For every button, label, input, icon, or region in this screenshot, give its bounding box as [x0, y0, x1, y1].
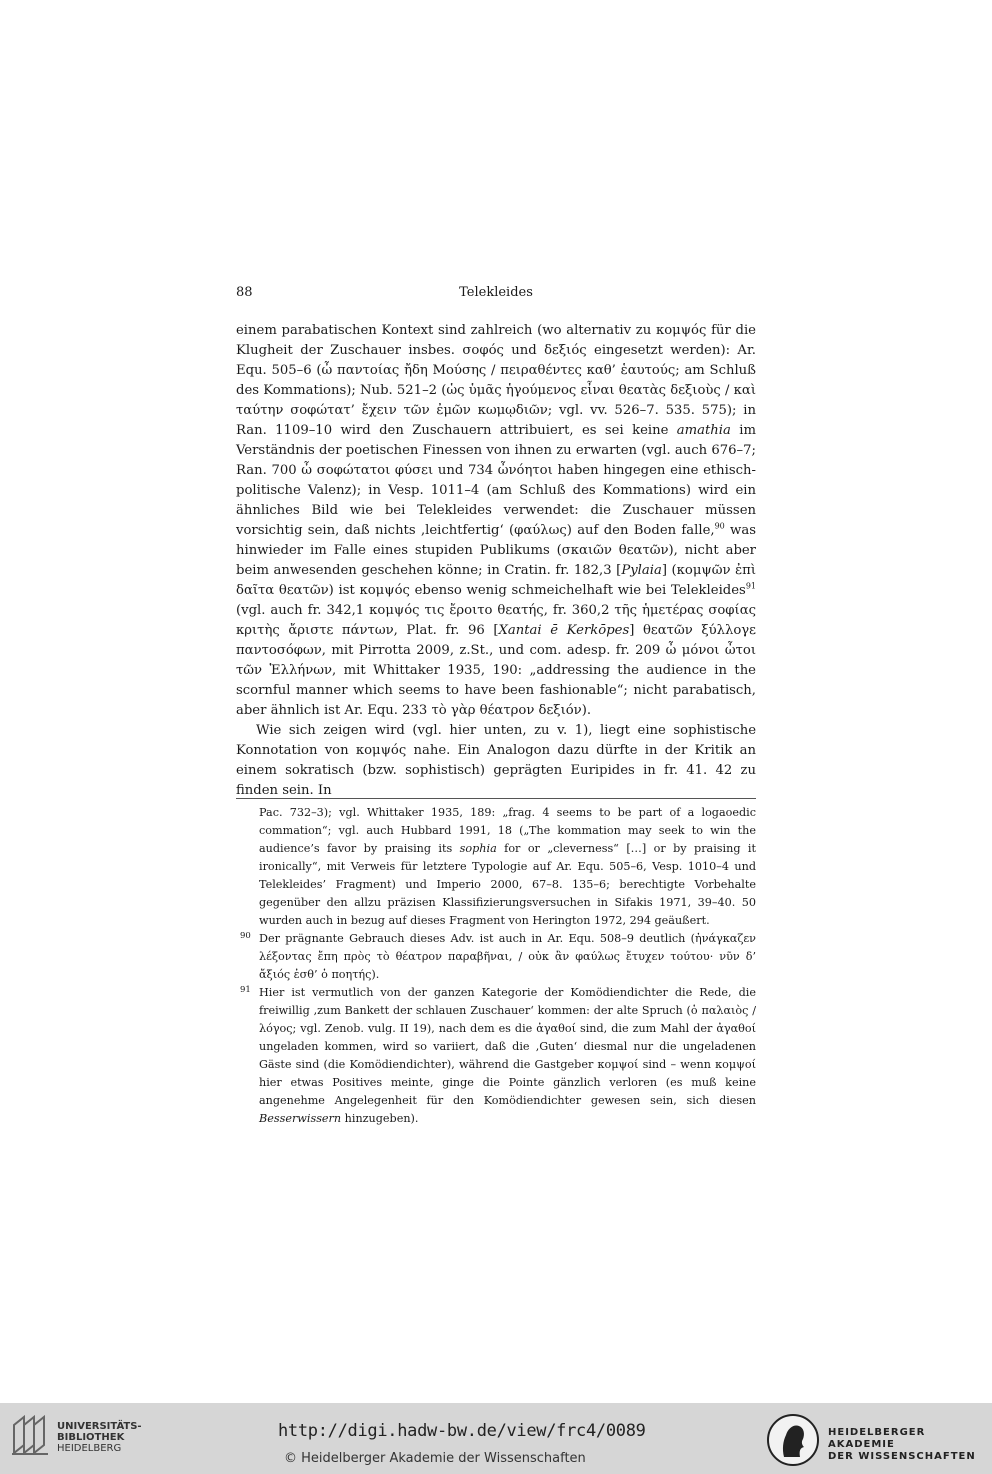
- page-header: [236, 284, 756, 302]
- text-run: einem parabatischen Kontext sind zahlreich (wo alternativ zu κομψός für die Klugheit der Zuschauer insbes. σοφός und δεξιός eingesetzt werden): Ar. Equ. 505–6 (ὦ παντοίας ἤδη Μούσης / πειραθέντες καθ’ ἑαυτούς; am Schluß des Kommations); Nub. 521–2 (ὡς ὑμᾶς ἡγούμενος εἶναι θεατὰς δεξιοὺς / καὶ ταύτην σοφώτατ’ ἔχειν τῶν ἐμῶν κωμῳδιῶν; vgl. vv. 526–7. 535. 575); in Ran. 1109–10 wird den Zuschauern attribuiert, es sei keine: [236, 323, 756, 438]
- text-run: Der prägnante Gebrauch dieses Adv. ist auch in Ar. Equ. 508–9 deutlich (ἠνάγκαζεν λέξοντας ἔπη πρὸς τὸ θέατρον παραβῆναι, / οὐκ ἂν φαύλως ἔτυχεν τούτου· νῦν δ’ ἄξιός ἐσθ’ ὁ ποητής).: [259, 932, 756, 981]
- text-run: Wie sich zeigen wird (vgl. hier unten, zu v. 1), liegt eine sophistische Konnotation von κομψός nahe. Ein Analogon dazu dürfte in der Kritik an einem sokratisch (bzw. sophistisch) geprägten Euripides in fr. 41. 42 zu finden sein. In: [236, 723, 756, 798]
- footnote-number: 90: [240, 931, 251, 941]
- text-run: Hier ist vermutlich von der ganzen Kategorie der Komödiendichter die Rede, die freiwillig ‚zum Bankett der schlauen Zuschauer‘ kommen: der alte Spruch (ὁ παλαιὸς / λόγος; vgl. Zenob. vulg. II 19), nach dem es die ἀγαθοί sind, die zum Mahl der ἀγαθοί ungeladen kommen, wird so variiert, daß die ‚Guten‘ diesmal nur die ungeladenen Gäste sind (die Komödiendichter), während die Gastgeber κομψοί sind – wenn κομψοί hier etwas Positives meinte, ginge die Pointe gänzlich verloren (es muß keine angenehme Angelegenheit für den Komödiendichter gewesen sein, sich diesen: [259, 986, 756, 1107]
- italic-text: Pylaia: [621, 563, 662, 578]
- footnote-ref: 90: [714, 521, 725, 531]
- text-run: ] (κομψῶν ἐπὶ δαῖτα θεατῶν) ist κομψός ebenso wenig schmeichelhaft wie bei Telekleides: [236, 563, 757, 598]
- footnotes: [240, 804, 756, 1128]
- academy-portrait-icon: [766, 1413, 820, 1467]
- library-name-line: BIBLIOTHEK: [57, 1432, 125, 1443]
- academy-name: [828, 1427, 992, 1463]
- text-run: hinzugeben).: [341, 1112, 419, 1125]
- italic-text: sophia: [459, 842, 497, 855]
- text-run: was hinwieder im Falle eines stupiden Publikums (σκαιῶν θεατῶν), nicht aber beim anwesenden geschehen könne; in Cratin. fr. 182,3 [: [236, 523, 756, 578]
- text-run: (vgl. auch fr. 342,1 κομψός τις ἔροιτο θεατής, fr. 360,2 τῆς ἡμετέρας σοφίας κριτὴς ἄριστε πάντων, Plat. fr. 96 [: [236, 603, 756, 638]
- library-name-line: UNIVERSITÄTS-: [57, 1421, 142, 1432]
- italic-text: Besserwissern: [259, 1112, 342, 1125]
- text-run: ] θεατῶν ξύλλογε παντοσόφων, mit Pirrotta 2009, z.St., und com. adesp. fr. 209 ὦ μόνοι ὦτοι τῶν Ἑλλήνων, mit Whittaker 1935, 190: „addressing the audience in the scornful manner which seems to have been fashionable“; nicht parabatisch, aber ähnlich ist Ar. Equ. 233 τὸ γὰρ θέατρον δεξιόν).: [236, 623, 756, 718]
- paragraph-1: [236, 321, 756, 721]
- footnote-90: [240, 930, 756, 984]
- running-title: Telekleides: [459, 285, 533, 300]
- copyright-notice: © Heidelberger Akademie der Wissenschaften: [284, 1451, 586, 1466]
- footer-bar: [0, 1403, 992, 1474]
- footnote-number: 91: [240, 985, 251, 995]
- footnote-text: [259, 932, 756, 981]
- italic-text: amathia: [676, 423, 731, 438]
- footnote-ref: 91: [745, 581, 756, 591]
- academy-name-line: HEIDELBERGER AKADEMIE: [828, 1427, 926, 1450]
- main-text: [236, 321, 756, 801]
- library-building-icon: [10, 1413, 52, 1457]
- italic-text: Xantai ē Kerkōpes: [498, 623, 630, 638]
- text-run: Pac. 732–3); vgl. Whittaker 1935, 189: „frag. 4 seems to be part of a logaoedic commation“; vgl. auch Hubbard 1991, 18 („The kommation may seek to win the audience’s favor by praising its: [259, 806, 756, 855]
- footnote-continuation: [259, 804, 756, 930]
- footnote-divider: [236, 798, 756, 799]
- page-number: 88: [236, 285, 253, 300]
- permalink-url[interactable]: http://digi.hadw-bw.de/view/frc4/0089: [278, 1421, 646, 1441]
- footnote-text: [259, 986, 756, 1125]
- library-name-line: HEIDELBERG: [57, 1443, 122, 1454]
- footnote-91: [240, 984, 756, 1128]
- paragraph-2: [236, 721, 756, 801]
- text-run: for or „cleverness“ […] or by praising it ironically“, mit Verweis für letztere Typologie auf Ar. Equ. 505–6, Vesp. 1010–4 und Telekleides’ Fragment) und Imperio 2000, 67–8. 135–6; berechtigte Vorbehalte gegenüber den allzu präzisen Klassifizierungsversuchen in Sifakis 1971, 39–40. 50 wurden auch in bezug auf dieses Fragment von Herington 1972, 294 geäußert.: [259, 842, 756, 927]
- academy-name-line: DER WISSENSCHAFTEN: [828, 1451, 976, 1462]
- library-name: [57, 1421, 142, 1454]
- text-run: im Verständnis der poetischen Finessen von ihnen zu erwarten (vgl. auch 676–7; Ran. 700 ὦ σοφώτατοι φύσει und 734 ὦνόητοι haben hingegen eine ethisch-politische Valenz); in Vesp. 1011–4 (am Schluß des Kommations) wird ein ähnliches Bild wie bei Telekleides verwendet: die Zuschauer müssen vorsichtig sein, daß nichts ‚leichtfertig‘ (φαύλως) auf den Boden falle,: [236, 423, 756, 538]
